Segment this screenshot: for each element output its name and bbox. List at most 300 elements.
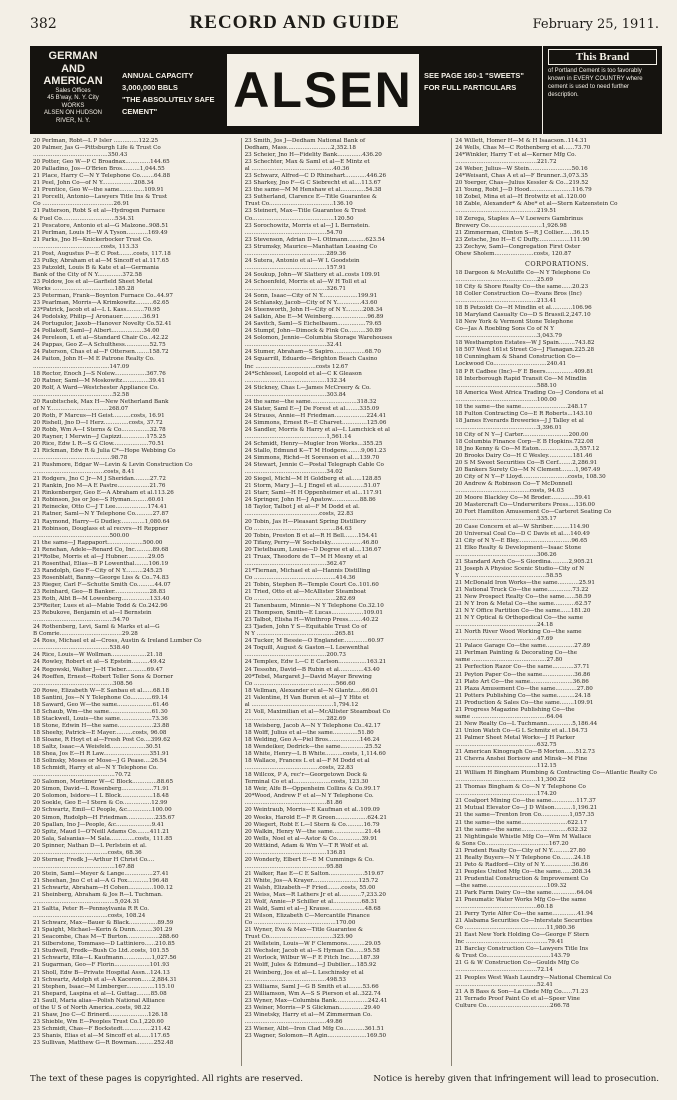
judgment-entry: 23 Talbot, Elisha H—Winthrop Press........40.22: [244, 617, 379, 624]
judgment-entry: 23 Schmidt, Chas—F Bockstedt................211.42: [33, 1025, 171, 1032]
judgment-entry: .............................................54.70: [33, 617, 130, 624]
judgment-entry: 24 Wells, Chas M—C Rothenberg et al......73.70: [455, 145, 591, 152]
judgment-entry: 21 N Y Office Partition Co—the same......181.20: [455, 608, 591, 615]
judgment-entry: 20 Sterner, Fredk J—Arthur H Christ Co....: [33, 856, 155, 863]
judgment-entry: Co ..............................................414.36: [244, 574, 356, 581]
judgment-entry: 21 Rinkenberger, Geo E—A Abraham et al.113.26: [33, 490, 174, 497]
judgment-entry: Co ..............................................11,980.36: [455, 925, 575, 932]
judgment-entry: 24*Schlessel, Leopold et al—C K Gleason: [244, 370, 362, 377]
judgment-entry: 21 Rickman, Edw R & Julia C*—Hope Webbing Co: [33, 448, 176, 455]
judgment-entry: ...........................................147.09: [33, 363, 130, 370]
judgment-entry: 24 Roeffen, Ernest—Robert Teller Sons & Dorner: [33, 673, 174, 680]
judgment-entry: 18 Jno Kenny & Co—M Eaton....................3,557.12: [455, 446, 600, 453]
judgment-entry: ..........................................costs, 108.24: [33, 913, 146, 920]
judgment-entry: 21 Thompson, Smith—E Lucas..................109.01: [244, 610, 383, 617]
judgment-entry: ..............................................5,024.31: [33, 899, 140, 906]
judgment-entry: 21 Rankin, Jno M—A E Pastre..................21.76: [33, 483, 166, 490]
judgment-entry: 23 Pulky, Abraham et al—M Sincoff et al.117.65: [33, 257, 169, 264]
judgment-entry: 24 Simmons, Ernest R—E Charvet..............125.06: [244, 419, 387, 426]
judgment-entry: ..............................................200.73: [244, 652, 346, 659]
judgment-entry: 21 Robinson, Douglass et al recvrs—H Reppner: [33, 525, 169, 532]
judgment-entry: 21 New Realty Co—L Tuchmann..............5,186.44: [455, 720, 598, 727]
judgment-entry: 21 Thomas Bingham & Co—N Y Telephone Co: [455, 784, 586, 791]
judgment-entry: 21 Chevra Anshei Borisow and Minsk—M Fine: [455, 756, 588, 763]
ad-brand-title: This Brand: [548, 49, 657, 65]
column-3-corporations: [455, 270, 659, 1010]
judgment-entry: 21 G & W Construction Co—Goulds Mfg Co: [455, 960, 579, 967]
judgment-entry: Co ........................................26.91: [33, 201, 130, 208]
judgment-entry: 20 Raubitschek, Max H—New Netherland Bank: [33, 398, 169, 405]
judgment-entry: 20 Solomon, Isidore—I L Block..................18.48: [33, 793, 169, 800]
judgment-entry: 21 Palace Garage Co—the same................27.89: [455, 643, 591, 650]
judgment-entry: ..............................................54.70: [244, 229, 343, 236]
judgment-entry: 18 James Everards Breweries—J J Talley et al: [455, 417, 584, 424]
judgment-entry: 23 Sutherland, Clarence E—Title Guarantee &: [244, 194, 377, 201]
judgment-entry: 21 Alabama Securities Co—Interstate Securities: [455, 918, 593, 925]
judgment-entry: 24 Willett, Homer H—M & H Isaacson..114.31: [455, 138, 588, 144]
judgment-entry: .............................................52.58: [33, 391, 130, 398]
judgment-entry: 23 Poldow, Jos et al—Garfield Sheet Metal: [33, 278, 153, 285]
judgment-entry: 23 Rebukove, Benjamin et al—I Bernstein: [33, 610, 152, 617]
judgment-entry: 21 Schwartz, Adolph et al—A Kaceron......2,884.31: [33, 976, 177, 983]
judgment-entry: 21 Stephen, Isaac—M Limberger................115.10: [33, 983, 175, 990]
judgment-entry: 21 Schwartz, Abraham—H Cohen..............100.12: [33, 884, 173, 891]
judgment-entry: 21 North River Wood Working Co—the same: [455, 629, 582, 636]
ad-sales-offices: [30, 46, 116, 134]
judgment-entry: 21 Rosenthal, Elias—B P Lowenthal........106.19: [33, 560, 169, 567]
judgment-entry: 21 Realty Buyers—N Y Telephone Co........24.18: [455, 854, 591, 861]
judgment-entry: 18 Wolff, Julius et al—the same..............51.80: [244, 729, 374, 736]
judgment-entry: ..............................................34.02: [244, 469, 343, 476]
judgment-entry: ..........................................350.43: [33, 152, 128, 159]
judgment-entry: 20 Rolf, A Ward—Westchester Appliance Co.: [33, 384, 159, 391]
judgment-entry: 18 Weisberg, Jacob A—N Y Telephone Co..42.17: [244, 722, 381, 729]
judgment-entry: 24 Solomon, Jennie—Columbia Storage Warehouses: [244, 335, 393, 342]
judgment-entry: 24 Tessohn, David—B Rubin et al..............43.40: [244, 666, 380, 673]
judgment-entry: 18 Coller Construction Co—Evans Bros (Inc): [455, 290, 582, 297]
judgment-entry: ........................................costs, 8.41: [33, 469, 135, 476]
judgment-entry: 21 Park Farm Dairy Co—the same..............64.04: [455, 889, 593, 896]
copyright-notice: The text of these pages is copyrighted. All rights are reserved.: [30, 1074, 303, 1084]
judgment-entry: 23 Reinhard, Geo—B Banker....................28.83: [33, 589, 166, 595]
judgment-entry: 20 Rishell, Jno D—I Herz..............costs, 37.72: [33, 419, 163, 426]
column-3-individuals: [455, 138, 659, 258]
judgment-entry: 23 Pearlman, Morris—A Krimkowitz..........62.65: [33, 300, 170, 307]
judgment-entry: 18 New York & Vermont Stone Telephone: [455, 319, 574, 326]
judgment-entry: 21 Plaza Amusement Co—the same............27.80: [455, 685, 593, 692]
ad-slogan: "THE ABSOLUTELY SAFE CEMENT": [122, 95, 215, 116]
judgment-entry: 21 Mutual Elevator Co—J D Wilson..........1,196.21: [455, 805, 598, 812]
judgment-entry: Brewery Co..............................1,926.98: [455, 222, 567, 229]
judgment-entry: 18 Columbia Finance Corp—E B Hopkins.722.08: [455, 438, 594, 445]
judgment-entry: ......................................costs, 113.33: [33, 243, 139, 250]
judgment-entry: 21 Renehan, Adele—Renard Co, Inc..........89.68: [33, 546, 169, 553]
judgment-entry: 21 Production & Sales Co—the same........109.91: [455, 699, 594, 706]
judgment-entry: 21 Joseph A Physioc Scenic Studio—City of N: [455, 565, 585, 572]
judgment-entry: Culture Co....................................266.78: [455, 1002, 570, 1009]
ad-logo: [228, 46, 418, 134]
judgment-entry: of the U S of North America..costs, 98.22: [33, 1004, 151, 1011]
judgment-entry: 21 Spaight, Michael—Kerin & Dunn..........301.29: [33, 927, 173, 934]
judgment-entry: 23 Peterman, Frank—Boynton Furnace Co..44.97: [33, 293, 173, 300]
judgment-entry: 20 Walkin, Henry W—the same..................21.44: [244, 828, 381, 835]
judgment-entry: 21 Perlman Painting & Decorating Co—the: [455, 650, 578, 657]
judgment-entry: ..............................................326.71: [244, 285, 346, 292]
judgment-entry: 20 Simon, Rudolph—H Friedman................235.67: [33, 814, 175, 821]
judgment-entry: ..............................................32.41: [244, 342, 343, 349]
judgment-entry: 23 Shanis, Elias et al—M Sincoff et al......117.65: [33, 1032, 170, 1039]
judgment-entry: 24 the same—the same..........................318.32: [244, 398, 377, 405]
judgment-entry: 21 Pescatore, Antonio et al—G Malzone..908.51: [33, 222, 169, 229]
ad-capacity: ANNUAL CAPACITY 3,000,000 BBLS: [122, 71, 194, 92]
judgment-entry: 20 Wonderly, Elbert E—E M Cummings & Co.: [244, 856, 374, 863]
judgment-entry: 21 City of N Y—E Bley..............................96.65: [455, 537, 588, 544]
judgment-entry: 24 Pereleon, L et al—Standard Chair Co...42.22: [33, 335, 169, 342]
judgment-entry: 20 Sala, Salsanias—M Sala..............costs, 111.85: [33, 835, 173, 842]
judgment-entry: ..............................................47.69: [455, 636, 553, 643]
judgment-entry: ..............................................72.14: [455, 967, 553, 974]
judgment-entry: 21 Young, Robt J—D Hood........................116.79: [455, 187, 592, 194]
judgment-entry: ..........................................costs, 94.03: [455, 488, 564, 495]
judgment-entry: ..............................................306.26: [455, 551, 557, 558]
judgment-entry: Lockwood Co..............................240.41: [455, 361, 567, 368]
judgment-entry: ..............................................588.10: [455, 382, 557, 389]
judgment-entry: 21 Perry Tyrie Alfer Co—the same..............41.94: [455, 911, 594, 918]
judgment-entry: 24 Springer, John H—J Apatow................88.86: [244, 497, 376, 504]
judgment-entry: same ..........................................64.04: [455, 713, 563, 720]
judgment-entry: 21 Ratner, Saml—N Y Telephone Co..........27.87: [33, 511, 169, 518]
judgment-entry: ..............................................1,561.14: [244, 433, 352, 440]
ad-and: AND: [61, 62, 85, 75]
judgment-entry: 21 Terrado Proof Paint Co et al—Speer Vine: [455, 995, 580, 1002]
judgment-entry: ..............................................335.17: [455, 516, 557, 523]
judgment-entry: 18 Solinsky, Moses or Mose—J G Pease....26.54: [33, 758, 167, 765]
ad-see-page: SEE PAGE 160-1 "SWEETS": [424, 71, 524, 80]
judgment-entry: 23 Rosenblatt, Banny—George Liss & Co..74.83: [33, 574, 169, 581]
judgment-entry: 21 Tobin, Stephen R—Temple Court Co..101.60: [244, 581, 379, 588]
judgment-entry: 18 Schaub, Wm—the same........................61.30: [33, 708, 168, 715]
judgment-entry: ..............................................49.86: [244, 1018, 343, 1025]
judgment-entry: 24 Rice, Louis—W Wollman....................21.18: [33, 652, 163, 659]
column-2: [241, 138, 452, 1066]
judgment-entry: 18 Shea, Jos E—H R Law..........................351.91: [33, 751, 170, 758]
judgment-entry: 24 Slater, Saml E—J De Forest et al........335.09: [244, 405, 380, 412]
judgment-entry: 23 Wagner, Solomon—R Agin......................169.50: [244, 1032, 387, 1039]
judgment-entry: 21 Raymond, Harry—G Dudley..............1,080.64: [33, 518, 170, 525]
judgment-entry: 18 Wallace, Frances L et al—F M Dodd et al: [244, 758, 370, 765]
judgment-entry: 21 Studwell, Fredk—Bush Co Ltd..costs, 101.55: [33, 948, 169, 955]
judgment-entry: 23 Williams, Saml J—G B Smith et al........53.66: [244, 983, 379, 990]
footer: [30, 1074, 659, 1084]
judgment-entry: 21 Wellstein, Louis—W F Clemmons..........29.05: [244, 941, 381, 948]
judgment-entry: ..............................................221.72: [455, 159, 557, 166]
judgment-entry: 21 Storm, Mary J—L J Engel et al..............51.07: [244, 483, 381, 490]
judgment-entry: 21 Schwarz, Max—Bauer & Black................89.59: [33, 920, 174, 927]
judgment-entry: 21 Wald, Sami et al—J Krause....................48.68: [244, 906, 381, 913]
judgment-entry: 24 Toquill, August & Gaston—L Loewenthal: [244, 645, 369, 652]
judgment-entry: 21 Union Watch Co—G L Schmitz et al..184.73: [455, 727, 588, 734]
judgment-entry: 21 Sholl, Edw B—Private Hospital Assn...124.13: [33, 969, 170, 976]
judgment-entry: 24 Portugulor, Jaxob—Hanover Novelty Co.52.41: [33, 321, 172, 328]
judgment-entry: 24 Savitch, Saml—S Eichelbaum................79.65: [244, 321, 382, 328]
judgment-entry: 18 City & Shore Realty Co—the same......20.23: [455, 283, 589, 290]
judgment-entry: 24 Soukup, John—W Slattery et al..costs 109.91: [244, 271, 381, 278]
judgment-entry: 21 White, Jos—A Krayer..........................125.72: [244, 877, 379, 884]
judgment-entry: ..............................................136.81: [244, 849, 346, 856]
judgment-entry: 21 Rodgers, Jno C Jr—M J Sheridan.........27.72: [33, 476, 166, 483]
judgment-entry: ..............................................60.18: [455, 904, 553, 911]
judgment-entry: 21 Peoples West Wash Laundry—National Chemical Co: [455, 974, 612, 981]
judgment-entry: 18 the same—the same..........................248.17: [455, 403, 587, 410]
judgment-entry: ..............................................632.75: [455, 741, 557, 748]
judgment-entry: 18 Vellman, Alexander et al—N Glantz.....66.01: [244, 687, 379, 694]
judgment-entry: 18 Stackwell, Louis—the same..................73.36: [33, 715, 168, 722]
judgment-entry: 20 Spinner, Nathan D—L Perlstein et al.: [33, 842, 147, 849]
judgment-entry: 21 Shepard, Laspina et al—L Guttag........85.08: [33, 990, 167, 997]
judgment-entry: 21 Silberstone, Tommaso—D Lattiniero......210.85: [33, 941, 175, 948]
judgment-entry: 18 Sheehy, Patrick—E Mayer..........costs, 96.08: [33, 729, 167, 736]
judgment-entry: ..............................................303.84: [244, 391, 346, 398]
judgment-entry: 20 Tietelbaum, Louise—D Degree et al....136.67: [244, 546, 382, 553]
judgment-entry: 18 America West Africa Trading Co—J Condora et al: [455, 389, 604, 396]
judgment-entry: 23 Wiener, Albt—Iron Clad Mfg Co............361.51: [244, 1025, 385, 1032]
judgment-entry: 18 White, Henry—L B White..........costs, 1,114.60: [244, 751, 386, 758]
judgment-entry: 21 Sugarman, Geo—F Florin....................101.93: [33, 962, 170, 969]
judgment-entry: 21 Peyton Paper Co—the same..................36.86: [455, 671, 591, 678]
judgment-entry: 23 Randolph, Geo F—City of N Y..........245.25: [33, 567, 163, 574]
alsen-cement-advertisement: [30, 46, 662, 134]
judgment-entry: 20 Simon, David—L Rosenberg..................71.91: [33, 786, 170, 793]
judgment-entry: 20 Mastercraft Co—Underwriters Press....136.00: [455, 502, 595, 509]
judgment-entry: 24 Schoenfeld, Morris et al—W H Toll et al: [244, 278, 367, 285]
judgment-entry: ..............................................100.00: [455, 396, 557, 403]
judgment-entry: 21 Voll, Maximilian et al—McAllister Steamboat Co: [244, 708, 391, 715]
judgment-entry: 18 Fulton Contracting Co—E R Roberts...143.10: [455, 410, 593, 417]
judgment-entry: 24 Sonn, Isaac—City of N Y....................199.91: [244, 293, 378, 300]
judgment-entry: 24 Schlansky, Jacob—City of N Y..............43.60: [244, 300, 378, 307]
judgment-entry: 21 McDonald Iron Works—the same............25.91: [455, 579, 595, 586]
judgment-entry: 18 Rector, Enoch J—S Nolew..................367.76: [33, 370, 166, 377]
judgment-entry: 21*Tiernan, Michael et al—Hannis Distilling: [244, 567, 371, 574]
judgment-entry: 24*Weisant, Chas A et al—F Brunner..3,073.35: [455, 173, 588, 180]
judgment-entry: Inc ..............................................79.41: [455, 939, 564, 946]
judgment-entry: 23 Strumsky, Maurice—Manhattan Leasing Co: [244, 243, 377, 250]
judgment-entry: 20 Wiegert, Robt E L—I Stern & Co..........16.79: [244, 821, 380, 828]
judgment-entry: 21 Patterson, Robt S et al—Hydrogen Furnace: [33, 208, 165, 215]
judgment-entry: 24 Paterson, Chas et al—F Ottersen........158.72: [33, 349, 169, 356]
judgment-entry: 23 Rieger, Carl F—Schutte Smith Co..........44.07: [33, 581, 171, 588]
judgment-entry: 24 Stickney, Chas L—James McCreery & Co.: [244, 384, 371, 391]
judgment-entry: 20 Tobin, Jas H—Pleasant Spring Distillery: [244, 518, 367, 525]
judgment-entry: Co ..............................................282.69: [244, 596, 356, 603]
judgment-entry: 23 Scheier, Jno H—Fidelity Bank..............436.20: [244, 152, 382, 159]
judgment-entry: 24 Sutera, Antonio et al—W L Goodstein: [244, 257, 360, 264]
judgment-entry: ..............................................157.91: [244, 264, 346, 271]
column-1: [30, 138, 241, 1066]
judgment-entry: 23 Roth, Albt B—M Lowenberg................133.40: [33, 596, 170, 603]
judgment-entry: 21 Progress Magazine Publishing Co—the: [455, 706, 575, 713]
judgment-entry: 20 Ratner, Saml—M Moskowitz...............39.41: [33, 377, 165, 384]
judgment-entry: 24 Salkin, Abe E—M Weinberg....................96.89: [244, 314, 384, 321]
judgment-entry: ..............................................81.86: [244, 800, 343, 807]
judgment-entry: Bank of the City of N Y..............372.58: [33, 271, 142, 278]
judgment-entry: 21 Coalport Mining Co—the same..............117.37: [455, 798, 596, 805]
judgment-entry: 18 Cunningham & Shand Construction Co—: [455, 354, 581, 361]
judgment-entry: 21 Worlock, Wilbur W—F E Fitch Inc......187.39: [244, 955, 380, 962]
judgment-entry: Y ................................................58.55: [455, 572, 563, 579]
judgment-entry: 21 Walsh, Elizabeth—F Fried........costs, 55.00: [244, 884, 376, 891]
judgment-entry: 23*Reiter, Lues et al—Mabie Todd & Co.242.96: [33, 603, 168, 610]
judgment-entry: 18 Zable, Alexander* & Abe* et al—Stern Katzenstein Co: [455, 201, 618, 208]
judgment-entry: 23 Sullivan, Matthew G—R Bowman..........252.48: [33, 1040, 174, 1046]
judgment-entry: 23 Sorochowitz, Morris et al—J L Bernstein.: [244, 222, 370, 229]
judgment-entry: 21 Wolff, Jules & Edmund—J Dubilier....185.92: [244, 962, 377, 969]
judgment-entry: 24 Ross, Michael et al—Cross, Austin & Ireland Lumber Co: [33, 638, 202, 645]
judgment-entry: 18 Zobel, Mina et al—H Brotwitz et al..120.00: [455, 194, 587, 201]
judgment-entry: Co ..............................................84.63: [244, 525, 352, 532]
judgment-entry: al ..............................................1,794.12: [244, 701, 359, 708]
judgment-entry: 20 Palmer, Jas G—Pittsburgh Life & Trust Co: [33, 145, 161, 152]
judgment-entry: 18 Schmidt, Harry et al—N Y Telephone Co.: [33, 765, 158, 772]
judgment-entry: 21 William H Bingham Plumbing & Contracting Co—Atlantic Realty Co: [455, 770, 657, 777]
judgment-entry: 23 Wyner, Max—Columbia Bank..................242.41: [244, 997, 388, 1004]
judgment-entry: 24*Winkler, Harry T et al—Kerner Mfg Co.: [455, 152, 577, 159]
judgment-entry: 21 Elko Realty & Development—Isaac Stone: [455, 544, 582, 551]
judgment-entry: ..............................................24.18: [455, 622, 553, 629]
judgment-entry: 20 Brooks Dairy Co—H C Wesley..............181.46: [455, 453, 593, 460]
judgment-entry: 20 Roth, F Marcus—H Geist..........costs, 16.91: [33, 412, 165, 419]
judgment-entry: 21 Prudential Construction & Improvement Co: [455, 875, 589, 882]
judgment-entry: 18 Dargeon & McAuliffe Co—N Y Telephone Co: [455, 269, 591, 276]
judgment-entry: 21 Wyner, Eva & Max—Title Guarantee &: [244, 927, 364, 934]
ad-american: AMERICAN: [43, 75, 103, 88]
judgment-entry: 20 Rice, Edw L R—S G Clow....................70.51: [33, 441, 165, 448]
judgment-entry: 21 Barclay Construction Co—Lawyers Title Ins: [455, 946, 589, 953]
judgment-entry: 23 Shieble, Wm E—Peoples Trust Co.1,220.60: [33, 1018, 164, 1025]
ad-sales-offices-label: Sales Offices: [55, 87, 91, 94]
judgment-entry: Co ..............................................170.00: [244, 920, 356, 927]
judgment-entry: 21 Plato Art Co—the same........................36.86: [455, 678, 589, 685]
judgment-entry: 21 Porcelli, Antonio—Lawyers Title Ins & Trust: [33, 194, 168, 201]
ad-logo-text: ALSEN: [227, 54, 418, 126]
judgment-entry: 20 Tobin, Preston B et al—R H Bell........154.41: [244, 532, 378, 539]
judgment-entry: 18 Willcox, P A, rec'r—Georgetown Dock &: [244, 772, 368, 779]
judgment-entry: 18 Sloane, R Hoyt et al—Fresh Post Co....399.62: [33, 736, 171, 743]
judgment-entry: 21 Valentine, H Van Buren et al—J Y Hite et: [244, 694, 369, 701]
judgment-entry: 18 Welding, Geo A—Piel Bros..................146.24: [244, 736, 380, 743]
judgment-entry: 20 Palladino, Jos—O'Brien Bros..........1,044.55: [33, 166, 165, 173]
judgment-entry: 24 Regowski, Walter J—H Tieber............69.47: [33, 666, 163, 673]
judgment-entry: 21 A B Bass & Son—La Clede Mfg Co......71.23: [455, 988, 589, 995]
running-header: [30, 12, 659, 36]
judgment-entry: 21 Nightingale Whistle Mfg Co—Wm M Wallace: [455, 833, 592, 840]
judgment-entry: 23 Patzoldt, Louis B & Kate et al—Germania: [33, 264, 159, 271]
judgment-entry: 21 Tried, Otto et al—McAllister Steamboat: [244, 589, 367, 595]
judgment-entry: 24 Weber, Julius—W Stein........................50.16: [455, 166, 588, 173]
ad-brand-box: [542, 46, 662, 134]
ad-works-label: WORKS: [61, 102, 85, 109]
judgment-entry: ..............................................282.69: [244, 715, 346, 722]
judgment-entry: 21 Sheehan, Jno C et al—A G Fox............196.48: [33, 877, 169, 884]
judgment-entry: 21 Zimmerman, Clinton S—R J Collier......36.15: [455, 229, 590, 236]
judgment-entry: ..............................................112.15: [455, 763, 557, 770]
judgment-entry: Co..............................................120.50: [244, 215, 354, 222]
judgment-entry: ..............................................70.72: [33, 772, 131, 779]
judgment-entry: 21 Starr, Saml—H H Oppenheimer et al...117.91: [244, 490, 383, 497]
judgment-entry: & Trust Co....................................143.79: [455, 953, 570, 960]
judgment-entry: 18 Saward, Geo W—the same....................61.46: [33, 701, 169, 708]
judgment-entry: 20*Wood, Andrew F et al—N Y Telephone Co.: [244, 793, 374, 800]
judgment-entry: al ..............................................40.36: [244, 166, 350, 173]
ad-reference-block: [418, 46, 542, 134]
judgment-entry: 21 Weiss, Max—R Lathers Jr et al............7,233.20: [244, 892, 386, 899]
judgment-entry: Terminal Co et al.....................costs, 123.30: [244, 779, 369, 786]
judgment-entry: 20 Yoerger, Chas—Julius Kessler & Co...219.52: [455, 180, 589, 187]
judgment-entry: 21 New Prospect Realty Co—the same......58.59: [455, 594, 592, 600]
judgment-entry: ..............................................289.36: [244, 250, 346, 257]
judgment-entry: 21 Perfection Razor Co—the same............37.71: [455, 664, 590, 671]
judgment-entry: 20 Fort Hamilton Amusement Co—Carteret Seating Co: [455, 509, 612, 516]
judgment-entry: 23 Tjaden, John Y S—Equitable Trust Co of: [244, 624, 367, 631]
judgment-entry: 21 the same—the same..........................632.32: [455, 826, 587, 833]
judgment-entry: Trust Co....................................136.10: [244, 201, 353, 208]
judgment-entry: 24 Podolsky, Philip—J Aronauer............36.91: [33, 314, 160, 321]
judgment-entry: Dedham, Mass.........................2,352.18: [244, 145, 356, 152]
judgment-entry: 24 Stumpf, John—Dimock & Fink Co..........30.89: [244, 328, 382, 335]
judgment-entry: 21 Parks, Jno H—Knickerbocker Trust Co.: [33, 236, 153, 243]
judgment-entry: 21 N Y Optical & Orthopedical Co—the same: [455, 615, 583, 622]
ad-capacity-block: [116, 46, 228, 134]
judgment-entry: 20*Tebel, Margaret J—David Mayer Brewing: [244, 673, 372, 680]
judgment-entry: 20 Stein, Saml—Meyer & Lange................27.41: [33, 870, 169, 877]
judgment-entry: 18 Wendeiker, Dedrick—the same..............25.52: [244, 744, 382, 751]
judgment-entry: 23 Schechter, Max & Saml et al—E Mintz et: [244, 159, 370, 166]
judgment-entry: 20 Robb, Wm A—I Sterns & Co................32.78: [33, 426, 166, 433]
judgment-entry: 18 City of N Y—J Carter..........................200.00: [455, 431, 589, 438]
judgment-entry: 21 National Truck Co—the same..............73.22: [455, 586, 589, 593]
judgment-entry: 20 City of N Y—F Lloyd..........................costs, 108.30: [455, 474, 606, 481]
ad-particulars: FOR FULL PARTICULARS: [424, 83, 517, 92]
judgment-entry: 23 the same—M M Henshaw et al..............54.38: [244, 187, 382, 194]
judgment-entry: 21 Peto & Radford—City of N Y................36.86: [455, 861, 589, 868]
page-number: 382: [30, 16, 57, 32]
judgment-entry: 20 Weeks, Harold E—F R Green..................624.21: [244, 814, 387, 821]
judgment-entry: ..............................................52.41: [455, 981, 553, 988]
judgment-entry: 23 Zetsche, Jno H—E C Duffy..................111.90: [455, 236, 590, 243]
judgment-entry: ..............................................25.69: [455, 276, 553, 283]
judgment-entry: Co—Jas A Roebling Sons Co of N Y: [455, 326, 554, 333]
judgment-entry: 20 Schwartz, Emil—C People, &c..............100.00: [33, 807, 172, 814]
judgment-entry: 23 Steinert, Max—Title Guarantee & Trust: [244, 208, 367, 215]
judgment-entry: 24 Paiton, John H—M E Patrone Realty Co.: [33, 356, 155, 363]
judgment-entry: 20 Wittkind, Adam & Wm V—T R Wolf et al.: [244, 842, 369, 849]
judgment-entry: 20 Case Concern et al—W Shriber..........114.90: [455, 523, 590, 530]
judgment-entry: 20 Andrew & Robinson Co—T McDonnell: [455, 481, 573, 488]
judgment-entry: ..............................................219.51: [455, 208, 557, 215]
judgment-entry: 21 Palmer Sheet Metal Works—J H Parker: [455, 734, 575, 741]
judgment-entry: ..........................................costs, 22.83: [244, 511, 354, 518]
judgment-entry: 21 Saltta, Peter R—Pennsylvania R R Co.: [33, 906, 150, 913]
judgment-entry: 20 Tifany, Perry—W Sochelsky..................46.80: [244, 539, 379, 546]
judgment-entry: ..............................................11,300.22: [455, 777, 566, 784]
judgment-entry: 23 Stevenson, Adrian D—L Ottmann..........623.54: [244, 236, 386, 243]
judgment-entry: 21 Saull, Maria alias—Polish National Alliance: [33, 997, 165, 1004]
judgment-entry: 24 Schmidt, Henry—Mugler Iron Works...355.25: [244, 441, 383, 448]
judgment-entry: of N Y.................................268.07: [33, 405, 129, 412]
judgment-entry: 21 N Y Iron & Metal Co—the same............62.57: [455, 601, 592, 608]
ad-address: 45 B'way, N. Y. City: [47, 95, 99, 102]
judgment-entry: 21 Reinecke, Otto C—J T Lee..................174.41: [33, 504, 168, 511]
